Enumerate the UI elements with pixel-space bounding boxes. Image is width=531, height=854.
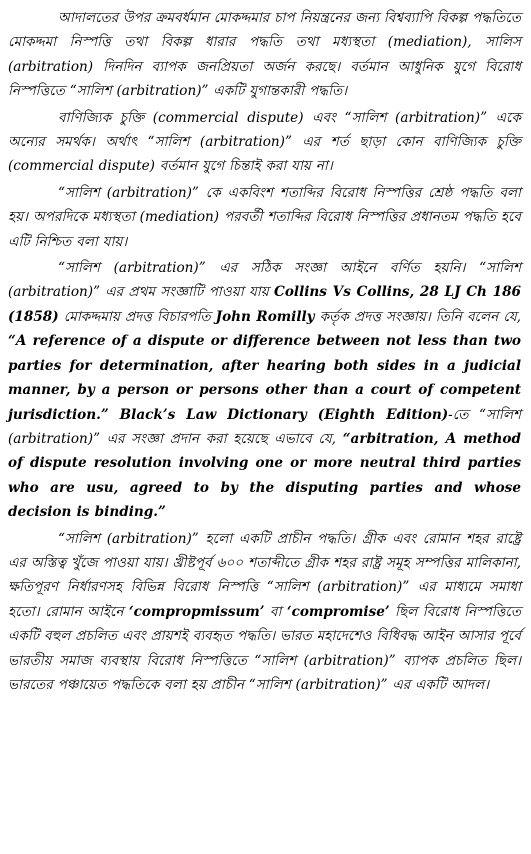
text-segment: মোকদ্দমায় প্রদত্ত বিচারপতি (58, 308, 216, 325)
text-segment: কর্তৃক প্রদত্ত সংজ্ঞায়। তিনি বলেন যে, (314, 308, 521, 325)
text-segment: আদালতের উপর ক্রমবর্ধমান মোকদ্দমার চাপ নিয়ন্ত্রনের জন্য বিশ্বব্যাপি বিকল্প পদ্ধতিতে মোকদ্দমা নিস্পত্তি তথা বিকল্প ধারার পদ্ধতি তথা মধ্যস্থতা (mediation), সালিস (arbitration) দিনদিন ব্যাপক জনপ্রিয়তা অর্জন করছে। বর্তমান আধুনিক যুগে বিরোধ নিস্পত্তিতে “সালিশ (arbitration)” একটি যুগান্তকারী পদ্ধতি। (8, 10, 521, 100)
paragraph-definition (8, 256, 521, 524)
text-segment: বা (264, 603, 287, 620)
paragraph-intro (8, 6, 521, 104)
text-segment: ছিল বিরোধ নিস্পত্তিতে একটি বহুল প্রচলিত এবং প্রায়শই ব্যবহৃত পদ্ধতি। ভারত মহাদেশেও বিধিবদ্ধ আইন আসার পূর্বে ভারতীয় সমাজ ব্যবস্থায় বিরোধ নিস্পত্তিতে “সালিশ (arbitration)” ব্যাপক প্রচলিত ছিল। ভারতের পঞ্চায়েত পদ্ধতিকে বলা হয় প্রাচীন “সালিশ (arbitration)” এর একটি আদল। (8, 603, 521, 693)
blacks-law-definition: “arbitration, A method of dispute resolution involving one or more neutral third parties who are usu, agreed to by the disputing parties and whose decision is binding.” (8, 430, 521, 521)
text-segment: “সালিশ (arbitration)” কে একবিংশ শতাব্দির বিরোধ নিস্পত্তির শ্রেষ্ঠ পদ্ধতি বলা হয়। অপরদিকে মধ্যস্থতা (mediation) পরবর্তী শতাব্দির বিরোধ নিস্পত্তির প্রধানতম পদ্ধতি হবে এটি নিশ্চিত বলা যায়। (8, 184, 521, 250)
text-segment: “সালিশ (arbitration)” হলো একটি প্রাচীন পদ্ধতি। গ্রীক এবং রোমান শহর রাষ্ট্রে এর অস্তিত্ব খুঁজে পাওয়া যায়। খ্রীষ্টপূর্ব ৬০০ শতাব্দীতে গ্রীক শহর রাষ্ট্র সমূহ সম্পত্তির মালিকানা, ক্ষতিপূরণ নির্ধারণসহ বিভিন্ন বিরোধ নিস্পত্তি “সালিশ (arbitration)” এর মাধ্যমে সমাধা হতো। রোমান আইনে (8, 530, 521, 620)
paragraph-commercial (8, 106, 521, 179)
judge-name: John Romilly (215, 308, 315, 325)
paragraph-history (8, 527, 521, 698)
case-citation: Collins Vs Collins, 28 LJ Ch 186 (1858) (8, 284, 521, 325)
latin-term: ‘compromise’ (286, 603, 390, 620)
paragraph-century (8, 181, 521, 254)
latin-term: ‘compropmissum’ (128, 603, 265, 620)
text-segment: “সালিশ (arbitration)” এর সঠিক সংজ্ঞা আইনে বর্ণিত হয়নি। “সালিশ (arbitration)” এর প্রথম সংজ্ঞাটি পাওয়া যায় (8, 260, 521, 301)
text-segment: বাণিজ্যিক চুক্তি (commercial dispute) এবং “সালিশ (arbitration)” একে অন্যের সমর্থক। অর্থাৎ “সালিশ (arbitration)” এর শর্ত ছাড়া কোন বাণিজ্যিক চুক্তি (commercial dispute) বর্তমান যুগে চিন্তাই করা যায় না। (8, 109, 521, 175)
quoted-definition: “A reference of a dispute or difference between not less than two parties for determination, after hearing both sides in a judicial manner, by a person or persons other than a court of competent jurisdiction.” Black’s Law Dictionary (Eighth Edition) (8, 333, 521, 423)
text-segment: -তে “সালিশ (arbitration)” এর সংজ্ঞা প্রদান করা হয়েছে এভাবে যে, (8, 406, 521, 447)
